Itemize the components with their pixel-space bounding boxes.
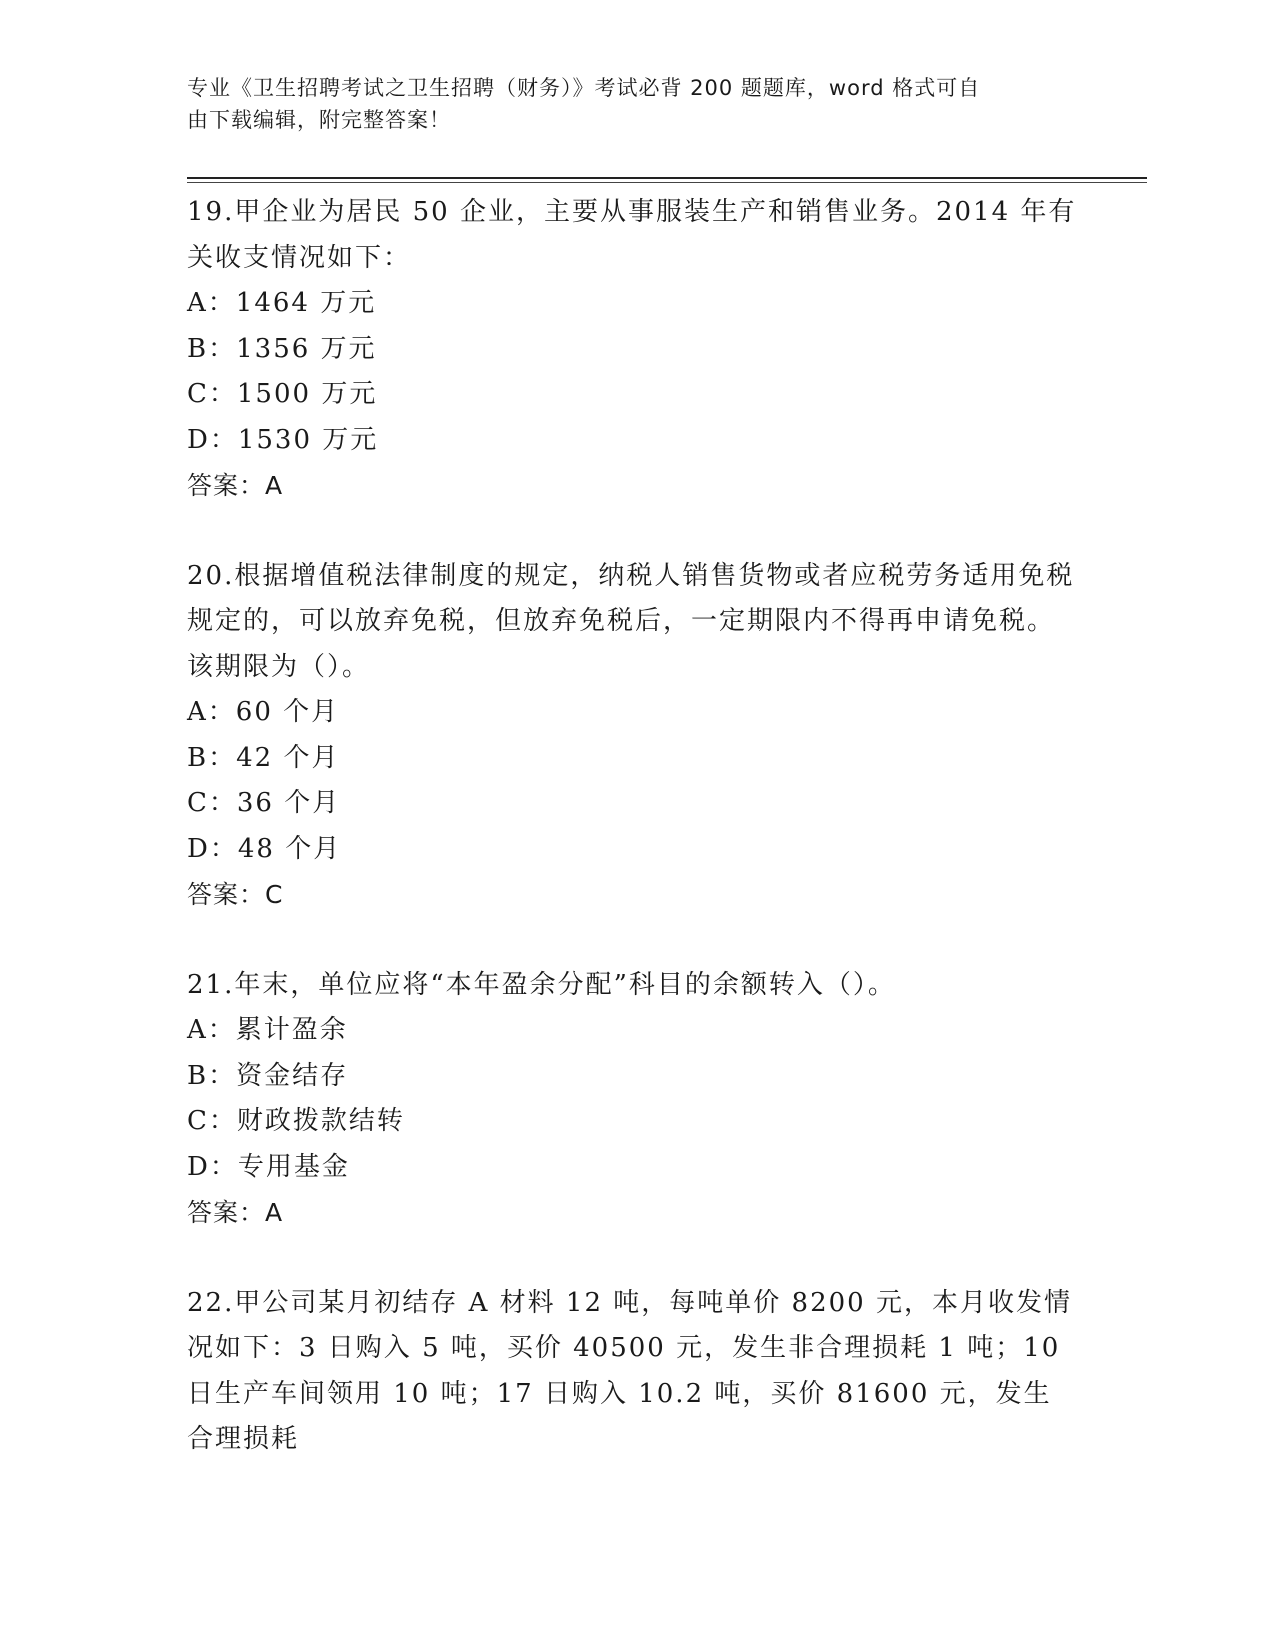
question-22: [187, 1281, 1077, 1463]
option-d: D：48 个月: [187, 833, 342, 864]
option-b: B：1356 万元: [187, 333, 377, 364]
document-header: [187, 72, 1067, 136]
question-20: [187, 554, 1077, 918]
answer-text: 答案：C: [187, 880, 284, 909]
header-line-2: 由下载编辑，附完整答案！: [187, 108, 451, 132]
answer-text: 答案：A: [187, 471, 284, 500]
question-stem: 20.根据增值税法律制度的规定，纳税人销售货物或者应税劳务适用免税规定的，可以放弃免税，但放弃免税后，一定期限内不得再申请免税。该期限为（）。: [187, 560, 1075, 682]
option-a: A：60 个月: [187, 697, 340, 727]
option-d: D：专用基金: [187, 1151, 350, 1182]
question-spacer: [187, 918, 1077, 963]
question-stem: 21.年末，单位应将“本年盈余分配”科目的余额转入（）。: [187, 969, 896, 1000]
question-spacer: [187, 1236, 1077, 1281]
header-divider-thin: [187, 182, 1147, 183]
option-a: A：累计盈余: [187, 1015, 348, 1045]
question-21: [187, 963, 1077, 1236]
option-d: D：1530 万元: [187, 424, 379, 455]
question-spacer: [187, 509, 1077, 554]
answer-text: 答案：A: [187, 1198, 284, 1227]
option-b: B：42 个月: [187, 742, 340, 773]
question-19: [187, 190, 1077, 509]
question-stem: 22.甲公司某月初结存 A 材料 12 吨，每吨单价 8200 元，本月收发情况如下：3 日购入 5 吨，买价 40500 元，发生非合理损耗 1 吨；10 日生产车间领用 10 吨；17 日购入 10.2 吨，买价 81600 元，发生合理损耗: [187, 1287, 1072, 1454]
question-stem: 19.甲企业为居民 50 企业，主要从事服装生产和销售业务。2014 年有关收支情况如下：: [187, 197, 1077, 273]
option-c: C：1500 万元: [187, 379, 378, 409]
question-list: [187, 190, 1077, 1463]
option-b: B：资金结存: [187, 1060, 349, 1091]
option-c: C：财政拨款结转: [187, 1106, 405, 1136]
header-line-1: 专业《卫生招聘考试之卫生招聘（财务）》考试必背 200 题题库，word 格式可自: [187, 76, 981, 100]
header-divider-thick: [187, 177, 1147, 179]
option-a: A：1464 万元: [187, 288, 377, 318]
option-c: C：36 个月: [187, 788, 341, 818]
